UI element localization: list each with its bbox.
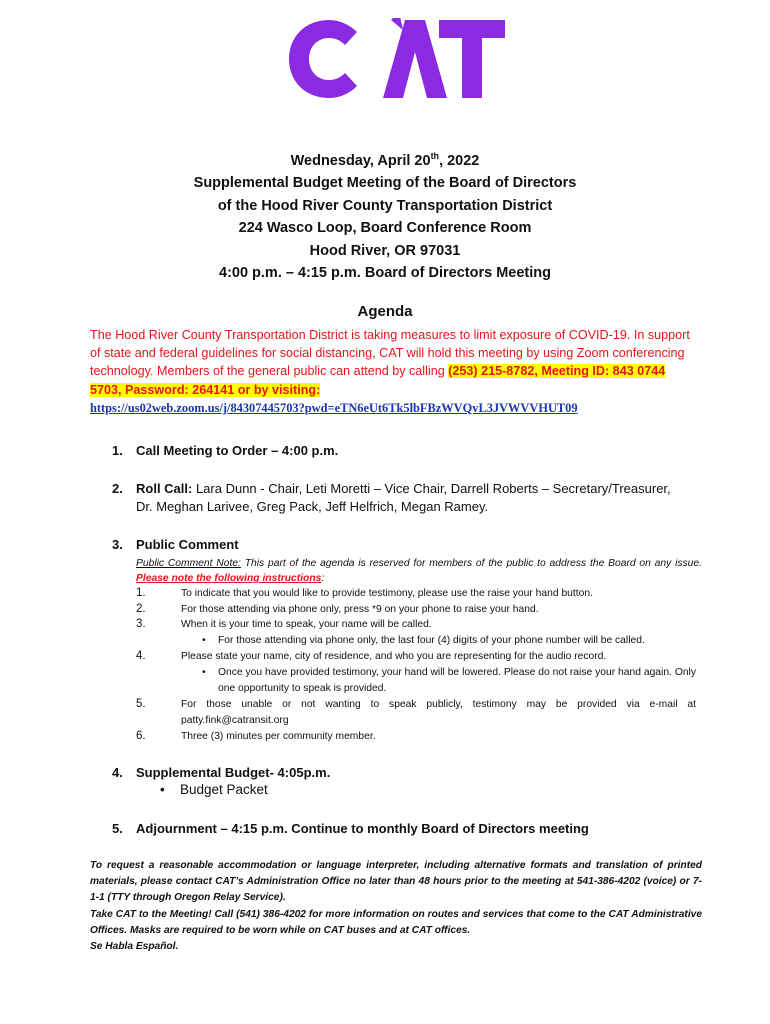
meeting-header — [0, 150, 770, 284]
agenda-item-5: 5. Adjournment – 4:15 p.m. Continue to monthly Board of Directors meeting — [112, 821, 589, 836]
agenda-item-4: 4. Supplemental Budget- 4:05p.m. — [112, 765, 331, 780]
zoom-link[interactable]: https://us02web.zoom.us/j/84307445703?pwd=eTN6eUt6Tk5lbFBzWVQvL3JVWVVHUT09 — [90, 400, 578, 415]
covid-notice: The Hood River County Transportation District is taking measures to limit exposure of COVID-19. In support of state and federal guidelines for social distancing, CAT will hold this meeting by using Zoom conferencing technology. Members of the general public can attend by calling (253) 215-8782, Meeting ID: 843 0744 5703, Password: 264141 or by visiting: https://us02web.zoom.us/j/84307445703?pwd=eTN6eUt6Tk5lbFBzWVQvL3JVWVVHUT09 — [90, 328, 690, 415]
agenda-title: Agenda — [357, 303, 413, 320]
cat-logo — [287, 18, 507, 100]
take-cat-text: Take CAT to the Meeting! Call (541) 386-4202 for more information on routes and services that come to the CAT Administrative Offices. Masks are required to be worn while on CAT buses and at CAT offices. — [90, 908, 702, 936]
agenda-item-1: 1. Call Meeting to Order – 4:00 p.m. — [112, 443, 339, 458]
meeting-address: 224 Wasco Loop, Board Conference Room — [238, 220, 532, 237]
se-habla-text: Se Habla Español. — [90, 941, 179, 953]
agenda-item-3: 3. Public Comment — [112, 537, 239, 552]
meeting-title: Supplemental Budget Meeting of the Board of Directors — [193, 175, 577, 192]
public-comment-note: Public Comment Note: This part of the agenda is reserved for members of the public to address the Board on any issue. Please note the following instructions: — [136, 558, 702, 584]
meeting-date: Wednesday, April 20th, 2022 — [290, 151, 480, 169]
logo-text: CAT — [287, 18, 289, 19]
dial-in-info: (253) 215-8782, Meeting ID: 843 0744 5703, Password: 264141 or by visiting: — [90, 364, 666, 397]
accommodation-text: To request a reasonable accommodation or language interpreter, including alternative formats and translation of printed materials, please contact CAT’s Administration Office no later than 48 hours prior to the meeting at 541-386-4202 (voice) or 7-1-1 (TTY through Oregon Relay Service). — [90, 860, 702, 904]
budget-packet-item: • Budget Packet — [160, 782, 268, 797]
agenda-item-2: 2. Roll Call: Lara Dunn - Chair, Leti Moretti – Vice Chair, Darrell Roberts – Secretary/Treasurer, Dr. Meghan Larivee, Greg Pack, Jeff Helfrich, Megan Ramey. — [112, 481, 671, 514]
meeting-time: 4:00 p.m. – 4:15 p.m. Board of Directors Meeting — [219, 265, 551, 282]
meeting-city: Hood River, OR 97031 — [309, 242, 461, 259]
footer-notice — [90, 858, 702, 955]
district-name: of the Hood River County Transportation District — [217, 197, 553, 214]
